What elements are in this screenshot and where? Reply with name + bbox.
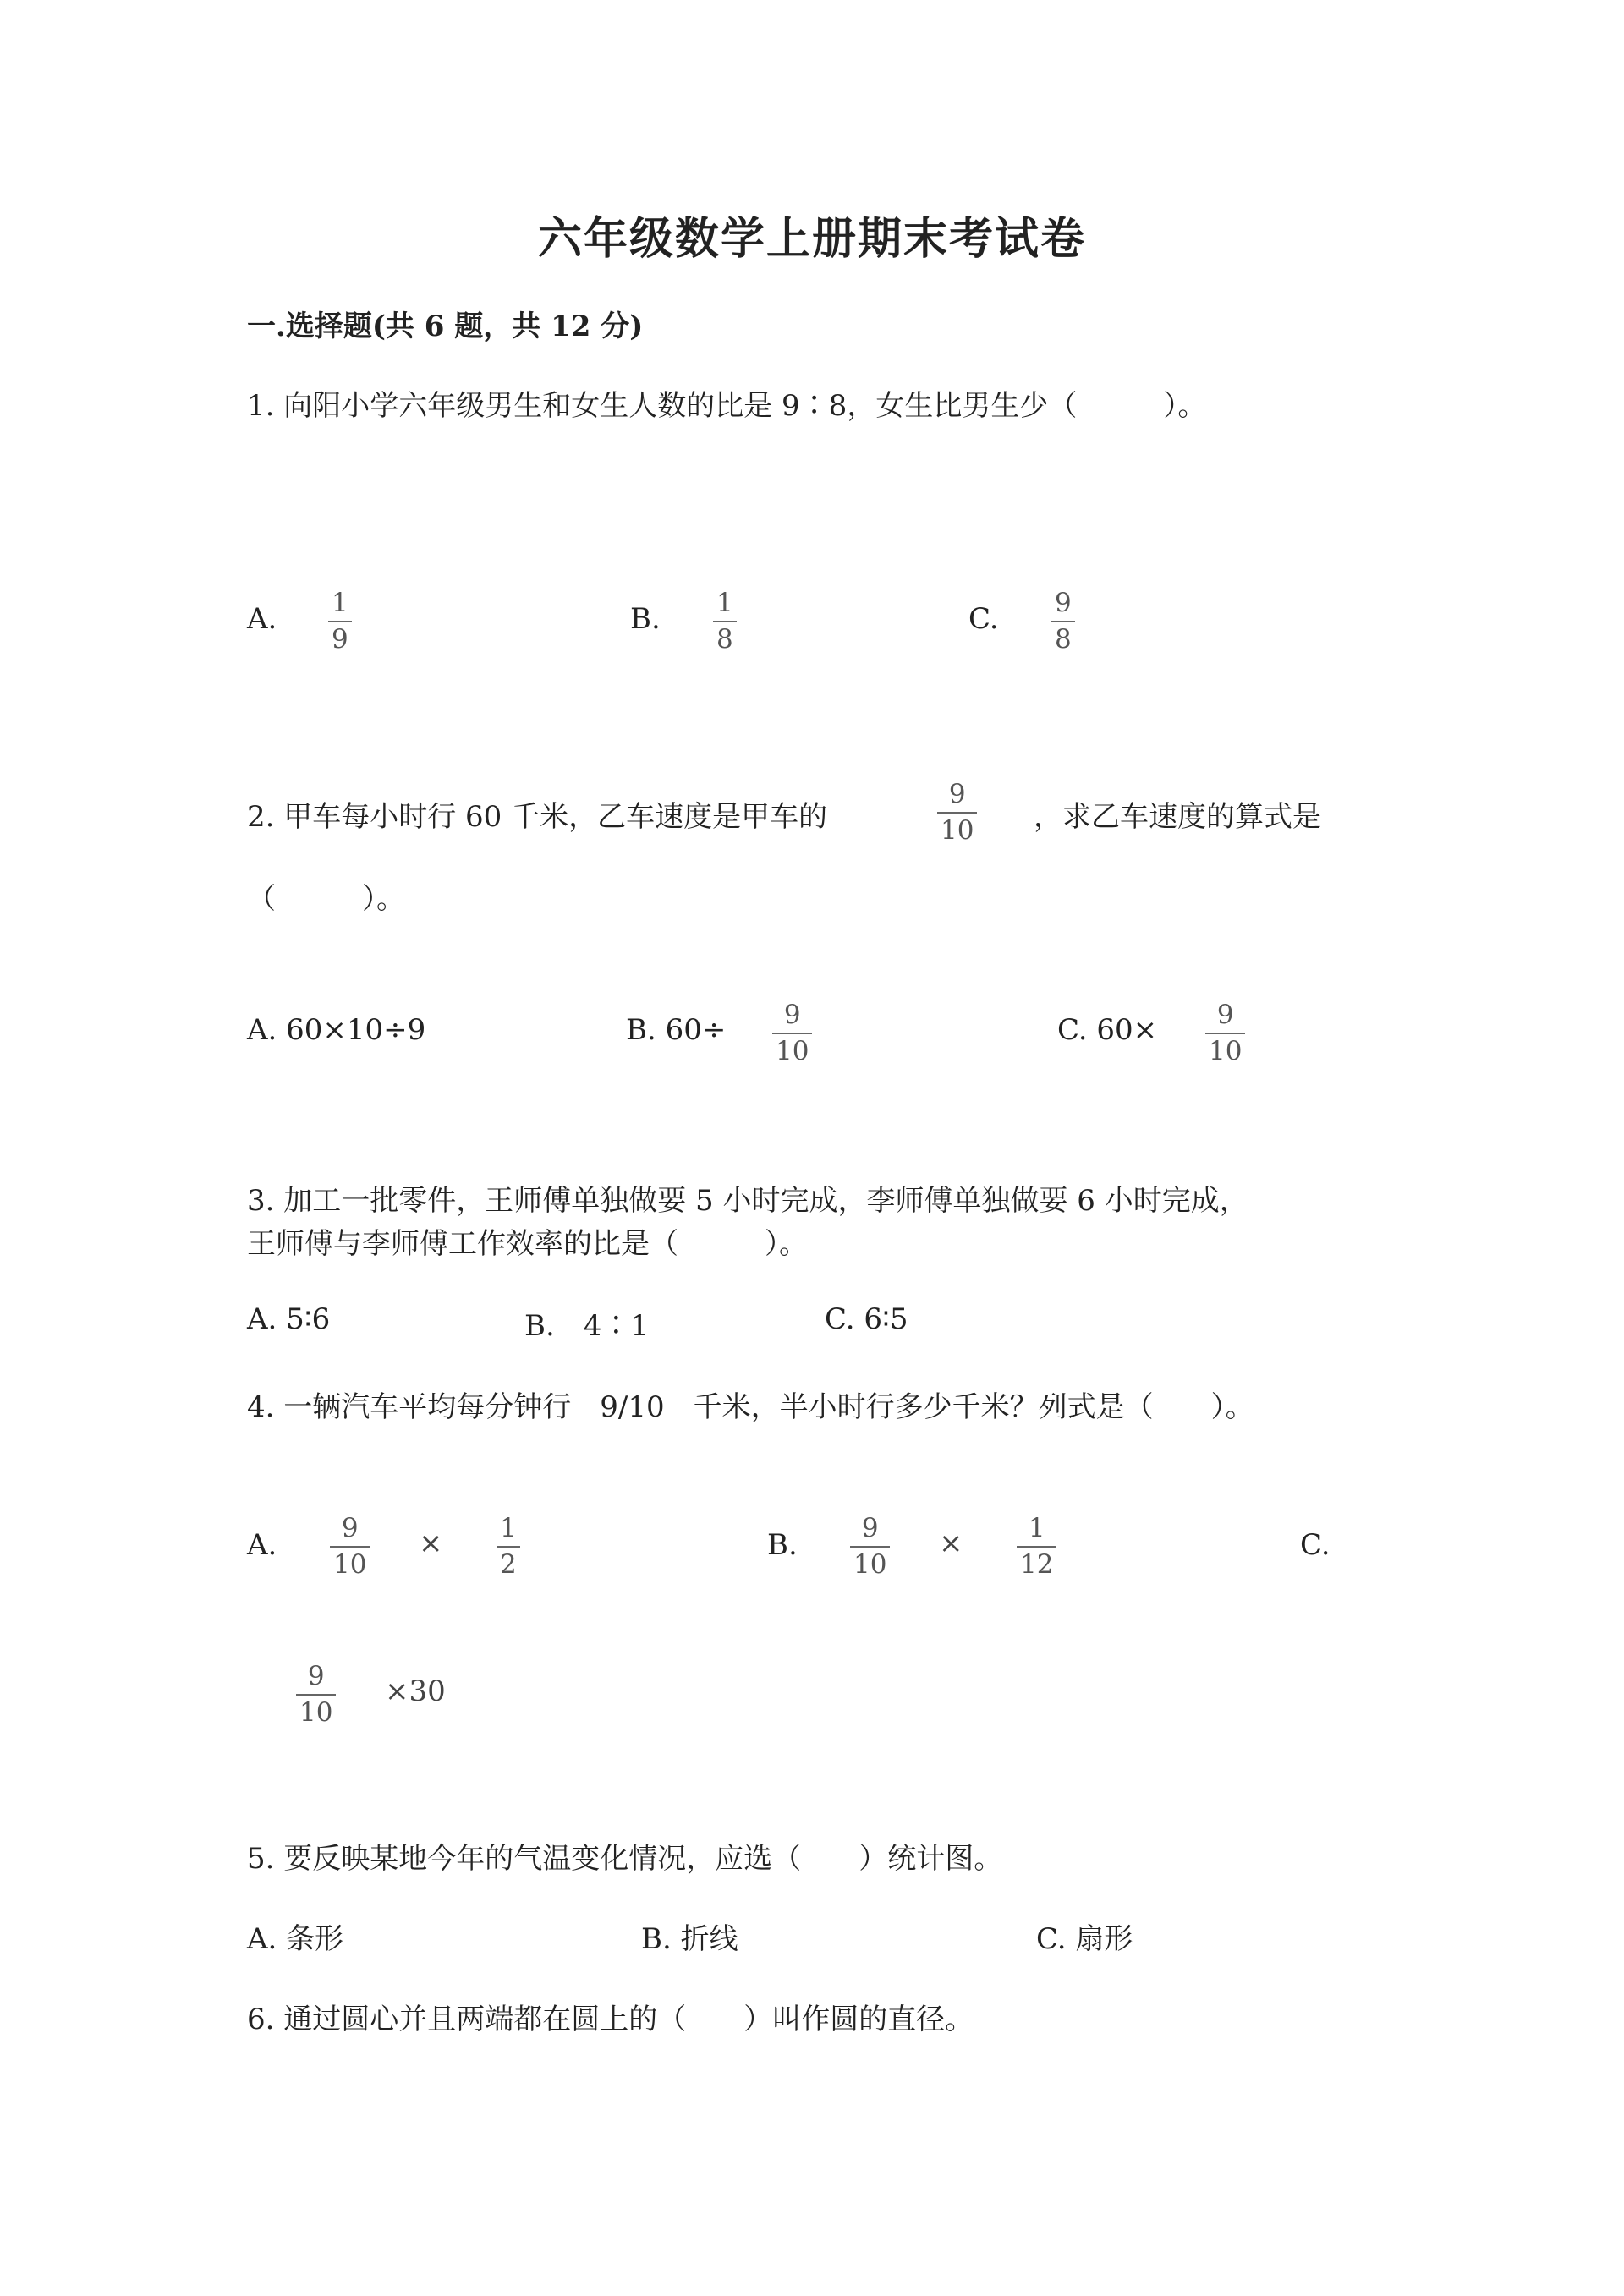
denominator: 8	[1051, 621, 1075, 653]
q4-option-c-tail: ×30	[385, 1674, 446, 1708]
numerator: 9	[948, 779, 966, 809]
q1-option-b-label: B.	[630, 602, 661, 636]
numerator: 1	[716, 588, 733, 618]
q4-option-a-fraction-1	[330, 1515, 370, 1578]
q1-option-a-fraction	[328, 590, 352, 653]
numerator: 9	[783, 1000, 801, 1030]
q4-option-a-fraction-2	[497, 1515, 520, 1578]
denominator: 2	[497, 1546, 520, 1578]
numerator: 9	[1216, 1000, 1234, 1030]
section-heading: 一.选择题(共 6 题，共 12 分)	[247, 310, 644, 343]
denominator: 8	[713, 621, 737, 653]
numerator: 1	[500, 1513, 517, 1543]
multiply-sign: ×	[939, 1526, 963, 1560]
q4-option-b-fraction-2	[1017, 1515, 1056, 1578]
numerator: 9	[861, 1513, 879, 1543]
q3-option-b: B. 4∶1	[524, 1309, 650, 1343]
q1-option-a-label: A.	[247, 602, 277, 636]
q1-option-c-fraction	[1051, 590, 1075, 653]
q2-option-c-label: C. 60×	[1057, 1013, 1158, 1047]
q4-option-c-label: C.	[1300, 1528, 1330, 1562]
denominator: 10	[937, 812, 977, 844]
q2-inline-fraction	[937, 781, 977, 844]
question-3-line-2: 王师傅与李师傅工作效率的比是（ ）。	[247, 1227, 808, 1261]
q2-option-b-fraction	[772, 1002, 812, 1065]
q5-option-c: C. 扇形	[1036, 1922, 1133, 1956]
question-3-line-1: 3. 加工一批零件，王师傅单独做要 5 小时完成，李师傅单独做要 6 小时完成，	[247, 1184, 1248, 1218]
q4-option-c-fraction	[296, 1663, 336, 1726]
q5-option-b: B. 折线	[641, 1922, 738, 1956]
numerator: 1	[332, 588, 348, 618]
q2-option-a: A. 60×10÷9	[247, 1013, 426, 1047]
question-2-part-2: ，求乙车速度的算式是	[1034, 800, 1321, 834]
denominator: 9	[328, 621, 352, 653]
q3-option-a: A. 5∶6	[247, 1302, 331, 1336]
denominator: 10	[330, 1546, 370, 1578]
numerator: 9	[1055, 588, 1072, 618]
q2-option-c-fraction	[1205, 1002, 1245, 1065]
denominator: 10	[1205, 1033, 1245, 1065]
q4-option-a-label: A.	[247, 1528, 277, 1562]
numerator: 9	[341, 1513, 359, 1543]
denominator: 10	[850, 1546, 890, 1578]
question-4: 4. 一辆汽车平均每分钟行 9/10 千米，半小时行多少千米？列式是（ ）。	[247, 1390, 1254, 1424]
denominator: 10	[296, 1694, 336, 1726]
page-title: 六年级数学上册期末考试卷	[537, 213, 1086, 265]
question-2-part-3: （ ）。	[247, 882, 405, 916]
q1-option-c-label: C.	[968, 602, 999, 636]
q4-option-b-label: B.	[767, 1528, 798, 1562]
q3-option-c: C. 6∶5	[825, 1302, 908, 1336]
question-6: 6. 通过圆心并且两端都在圆上的（ ）叫作圆的直径。	[247, 2003, 974, 2036]
numerator: 9	[307, 1661, 325, 1691]
question-5: 5. 要反映某地今年的气温变化情况，应选（ ）统计图。	[247, 1842, 1003, 1876]
denominator: 12	[1017, 1546, 1056, 1578]
numerator: 1	[1028, 1513, 1045, 1543]
denominator: 10	[772, 1033, 812, 1065]
q4-option-b-fraction-1	[850, 1515, 890, 1578]
multiply-sign: ×	[419, 1526, 443, 1560]
question-2-part-1: 2. 甲车每小时行 60 千米，乙车速度是甲车的	[247, 800, 828, 834]
q2-option-b-label: B. 60÷	[626, 1013, 727, 1047]
q1-option-b-fraction	[713, 590, 737, 653]
question-1: 1. 向阳小学六年级男生和女生人数的比是 9∶8，女生比男生少（ ）。	[247, 389, 1207, 423]
q5-option-a: A. 条形	[247, 1922, 344, 1956]
